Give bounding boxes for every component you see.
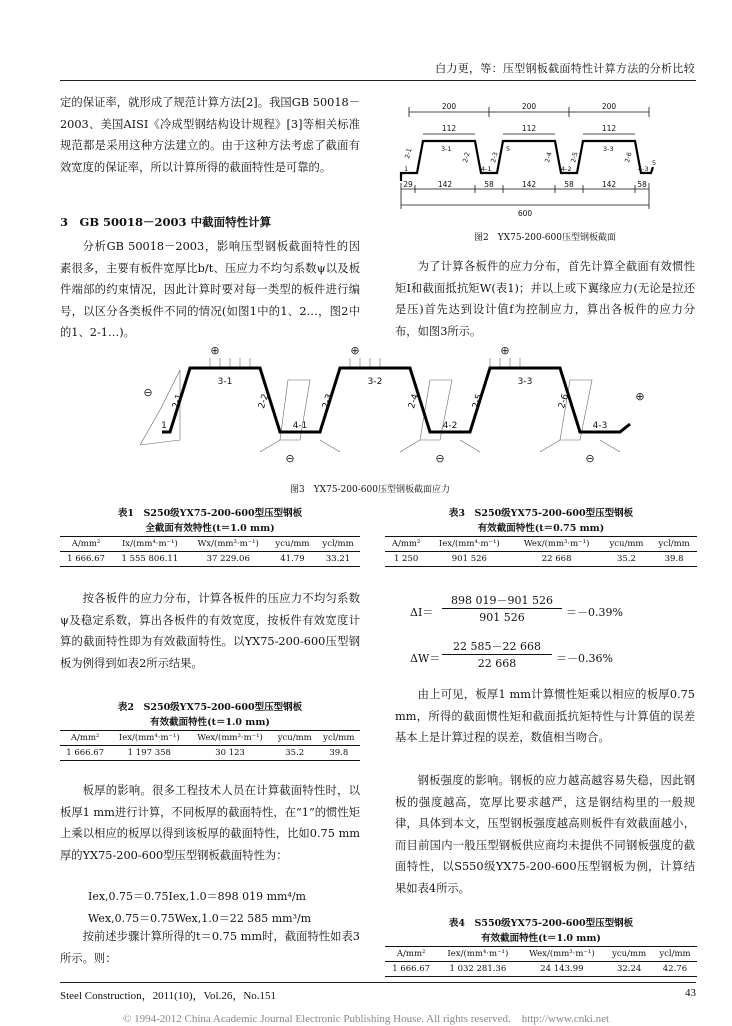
table-header: Ix/(mm⁴·m⁻¹): [112, 537, 188, 552]
left-para-2: 分析GB 50018－2003，影响压型钢板截面特性的因素很多，主要有板件宽厚比b/t、压应力不均匀系数ψ以及板件端部的约束情况，因此计算时要对每一类型的板件进行编号，以区分各类板件不同的情况(如图1中的1、2…，图2中的1、2-1…)。: [60, 240, 360, 339]
table-header: ycl/mm: [651, 537, 697, 552]
fig2-label-2-3: 2-3: [489, 151, 500, 164]
delta-i-denominator: 901 526: [479, 611, 525, 624]
left-para-1: 定的保证率，就形成了规范计算方法[2]。我国GB 50018－2003、美国AISI《冷成型钢结构设计规程》[3]等相关标准规范都是采用这种方法建立的。由于这种方法考虑了截面有效宽度的保证率，所以计算所得的截面特性是可靠的。: [60, 96, 360, 174]
journal-citation: Steel Construction，2011(10)，Vol.26，No.151: [60, 990, 277, 1002]
table-header: Wex/(mm³·m⁻¹): [511, 537, 601, 552]
fig3-label-2-2: 2-2: [257, 392, 272, 410]
table-cell: 35.2: [272, 746, 318, 761]
fig2-label-2-2: 2-2: [461, 151, 472, 164]
delta-w-label: ΔW＝: [410, 652, 441, 665]
section-3-heading: 3 GB 50018－2003 中截面特性计算: [60, 215, 272, 229]
figure-3-caption: 图3 YX75-200-600压型钢板截面应力: [290, 485, 450, 495]
table-header: Wx/(mm³·m⁻¹): [188, 537, 269, 552]
table-cell: 30 123: [188, 746, 272, 761]
fig3-label-2-5: 2-5: [471, 392, 486, 410]
footer-rule: [60, 982, 696, 983]
dim-mid-1: 112: [441, 124, 457, 133]
table-cell: 42.76: [653, 962, 697, 977]
left-para-5: 按前述步骤计算所得的t＝0.75 mm时，截面特性如表3所示。则：: [60, 930, 360, 965]
delta-i-result: ＝－0.39%: [566, 606, 623, 619]
equation-1: Iex,0.75＝0.75Iex,1.0＝898 019 mm⁴/m: [88, 890, 306, 903]
table-2-title: 表2 S250级YX75-200-600型压型钢板: [117, 702, 303, 713]
table-cell: 1 666.67: [385, 962, 437, 977]
table-cell: 1 197 358: [110, 746, 188, 761]
table-cell: 1 666.67: [60, 552, 112, 567]
fig3-label-2-6: 2-6: [557, 392, 572, 410]
table-header: Iex/(mm⁴·m⁻¹): [437, 947, 518, 962]
tension-sign: ⊕: [500, 344, 510, 357]
table-header: Iex/(mm⁴·m⁻¹): [427, 537, 511, 552]
fig3-label-2-4: 2-4: [407, 392, 422, 410]
table-2: [60, 700, 360, 761]
table-row: [385, 962, 697, 977]
left-para-4: 板厚的影响。很多工程技术人员在计算截面特性时，以板厚1 mm进行计算，不同板厚的截面特性，在“1”的惯性矩上乘以相应的板厚以得到该板厚的截面特性，比如0.75 mm厚的YX75-200-600型压型钢板截面特性为：: [60, 784, 360, 862]
table-cell: 24 143.99: [518, 962, 605, 977]
fig2-label-3-1: 3-1: [441, 145, 452, 153]
right-para-1: 为了计算各板件的应力分布，首先计算全截面有效惯性矩I和截面抵抗矩W(表1)；并以上或下翼缘应力(无论是拉还是压)首先达到设计值f为控制应力，算出各板件的应力分布，如图3所示。: [395, 260, 695, 338]
table-header: ycu/mm: [269, 537, 316, 552]
table-header: ycu/mm: [602, 537, 651, 552]
table-2-subtitle: 有效截面特性(t＝1.0 mm): [150, 717, 270, 728]
table-header: Wex/(mm³·m⁻¹): [188, 731, 272, 746]
table-4-grid: [385, 946, 697, 977]
delta-w-numerator: 22 585－22 668: [442, 638, 552, 655]
fig2-label-2-1: 2-1: [403, 147, 414, 160]
compression-sign: ⊖: [285, 452, 295, 465]
profile-outline: [401, 141, 653, 181]
table-header: ycl/mm: [316, 537, 360, 552]
table-1-subtitle: 全截面有效特性(t＝1.0 mm): [145, 523, 275, 534]
fig3-label-2-3: 2-3: [321, 392, 336, 410]
dim-top-2: 200: [521, 102, 537, 111]
table-4-subtitle: 有效截面特性(t＝1.0 mm): [481, 933, 601, 944]
dim-bot-4: 142: [521, 180, 537, 189]
fig2-label-5a: 5: [506, 145, 511, 153]
table-header: A/mm²: [385, 537, 427, 552]
table-cell: 1 666.67: [60, 746, 110, 761]
compression-sign: ⊖: [143, 386, 153, 399]
table-cell: 39.8: [651, 552, 697, 567]
fig2-label-2-5: 2-5: [569, 151, 580, 164]
dim-bot-2: 142: [437, 180, 453, 189]
dim-bot-3: 58: [484, 180, 494, 189]
table-header: ycl/mm: [318, 731, 360, 746]
fig2-label-5b: 5: [652, 159, 657, 167]
fig2-label-2-4: 2-4: [543, 151, 554, 164]
fig3-label-2-1: 2-1: [171, 392, 186, 410]
table-4-title: 表4 S550级YX75-200-600型压型钢板: [448, 918, 634, 929]
tension-sign: ⊕: [635, 390, 645, 403]
table-cell: 39.8: [318, 746, 360, 761]
table-3-subtitle: 有效截面特性(t＝0.75 mm): [477, 523, 605, 534]
fig2-label-4-2: 4-2: [561, 165, 572, 173]
left-para-3: 按各板件的应力分布，计算各板件的压应力不均匀系数ψ及稳定系数，算出各板件的有效宽度，按板件有效宽度计算的截面特性即为有效截面特性。以YX75-200-600压型钢板为例得到如表2所示结果。: [60, 592, 360, 670]
dim-mid-3: 112: [601, 124, 617, 133]
figure-3: [140, 340, 660, 475]
table-3-title: 表3 S250级YX75-200-600型压型钢板: [448, 508, 634, 519]
table-header: Wex/(mm³·m⁻¹): [518, 947, 605, 962]
delta-i-label: ΔI＝: [410, 606, 434, 619]
table-cell: 22 668: [511, 552, 601, 567]
table-cell: 1 250: [385, 552, 427, 567]
equation-2: Wex,0.75＝0.75Wex,1.0＝22 585 mm³/m: [88, 912, 312, 925]
dim-bot-7: 58: [637, 180, 647, 189]
fig2-label-3-3: 3-3: [603, 145, 614, 153]
table-row: [60, 552, 360, 567]
table-header: A/mm²: [385, 947, 437, 962]
dim-bot-1: 29: [403, 180, 413, 189]
fig3-label-4-2: 4-2: [442, 421, 458, 431]
dim-bot-5: 58: [564, 180, 574, 189]
fig2-label-2-6: 2-6: [623, 151, 634, 164]
page-number: 43: [685, 987, 696, 999]
delta-w-denominator: 22 668: [477, 657, 517, 670]
dim-bot-6: 142: [601, 180, 617, 189]
table-cell: 35.2: [602, 552, 651, 567]
table-header: A/mm²: [60, 537, 112, 552]
fig3-label-4-1: 4-1: [292, 421, 308, 431]
table-1-title: 表1 S250级YX75-200-600型压型钢板: [117, 508, 303, 519]
figure-2-drawing: [395, 93, 695, 223]
table-row: [60, 746, 360, 761]
table-header: Iex/(mm⁴·m⁻¹): [110, 731, 188, 746]
fig3-label-4-3: 4-3: [592, 421, 608, 431]
fig2-label-4-1: 4-1: [481, 165, 492, 173]
copyright-notice: © 1994-2012 China Academic Journal Electronic Publishing House. All rights reserved. http://www.cnki.net: [122, 1013, 610, 1025]
delta-i-numerator: 898 019－901 526: [442, 592, 562, 609]
table-cell: 33.21: [316, 552, 360, 567]
table-4: [385, 916, 697, 977]
table-header: A/mm²: [60, 731, 110, 746]
table-header: ycu/mm: [605, 947, 653, 962]
tension-sign: ⊕: [210, 344, 220, 357]
compression-sign: ⊖: [435, 452, 445, 465]
figure-3-drawing: [140, 340, 660, 475]
table-3: [385, 506, 697, 567]
table-row: [385, 552, 697, 567]
running-title: 白力更，等：压型钢板截面特性计算方法的分析比较: [435, 62, 695, 75]
table-cell: 901 526: [427, 552, 511, 567]
table-cell: 32.24: [605, 962, 653, 977]
formula-delta-i: [410, 592, 700, 632]
table-1: [60, 506, 360, 567]
table-cell: 37 229.06: [188, 552, 269, 567]
fig3-label-3-3: 3-3: [517, 377, 533, 387]
fig3-label-3-1: 3-1: [217, 377, 233, 387]
dim-top-1: 200: [441, 102, 457, 111]
dim-top-3: 200: [601, 102, 617, 111]
table-2-grid: [60, 730, 360, 761]
figure-2: [395, 93, 695, 223]
fig3-label-1: 1: [161, 421, 167, 431]
table-cell: 1 032 281.36: [437, 962, 518, 977]
table-cell: 41.79: [269, 552, 316, 567]
tension-sign: ⊕: [350, 344, 360, 357]
table-header: ycl/mm: [653, 947, 697, 962]
fig2-label-1: 1: [404, 165, 409, 173]
compression-sign: ⊖: [585, 452, 595, 465]
table-3-grid: [385, 536, 697, 567]
right-para-3: 钢板强度的影响。钢板的应力越高越容易失稳，因此钢板的强度越高，宽厚比要求越严，这是钢结构里的一般规律，具体到本文，压型钢板强度越高则板件有效截面越小，而目前国内一般压型钢板供应商均未提供不同钢板强度的截面特性，以S550级YX75-200-600压型钢板为例，计算结果如表4所示。: [395, 774, 695, 895]
table-1-grid: [60, 536, 360, 567]
dim-mid-2: 112: [521, 124, 537, 133]
right-para-2: 由上可见，板厚1 mm计算惯性矩乘以相应的板厚0.75 mm，所得的截面惯性矩和截面抵抗矩特性与计算值的误差基本上是计算过程的误差，数值相当吻合。: [395, 688, 695, 744]
dim-total: 600: [517, 209, 533, 218]
table-header: ycu/mm: [272, 731, 318, 746]
fig3-label-3-2: 3-2: [367, 377, 383, 387]
table-cell: 1 555 806.11: [112, 552, 188, 567]
fig2-label-4-3: 4-3: [638, 165, 649, 173]
figure-2-caption: 图2 YX75-200-600压型钢板截面: [474, 233, 616, 243]
header-rule: [60, 80, 696, 81]
formula-delta-w: [410, 638, 700, 678]
delta-w-result: ＝－0.36%: [556, 652, 613, 665]
